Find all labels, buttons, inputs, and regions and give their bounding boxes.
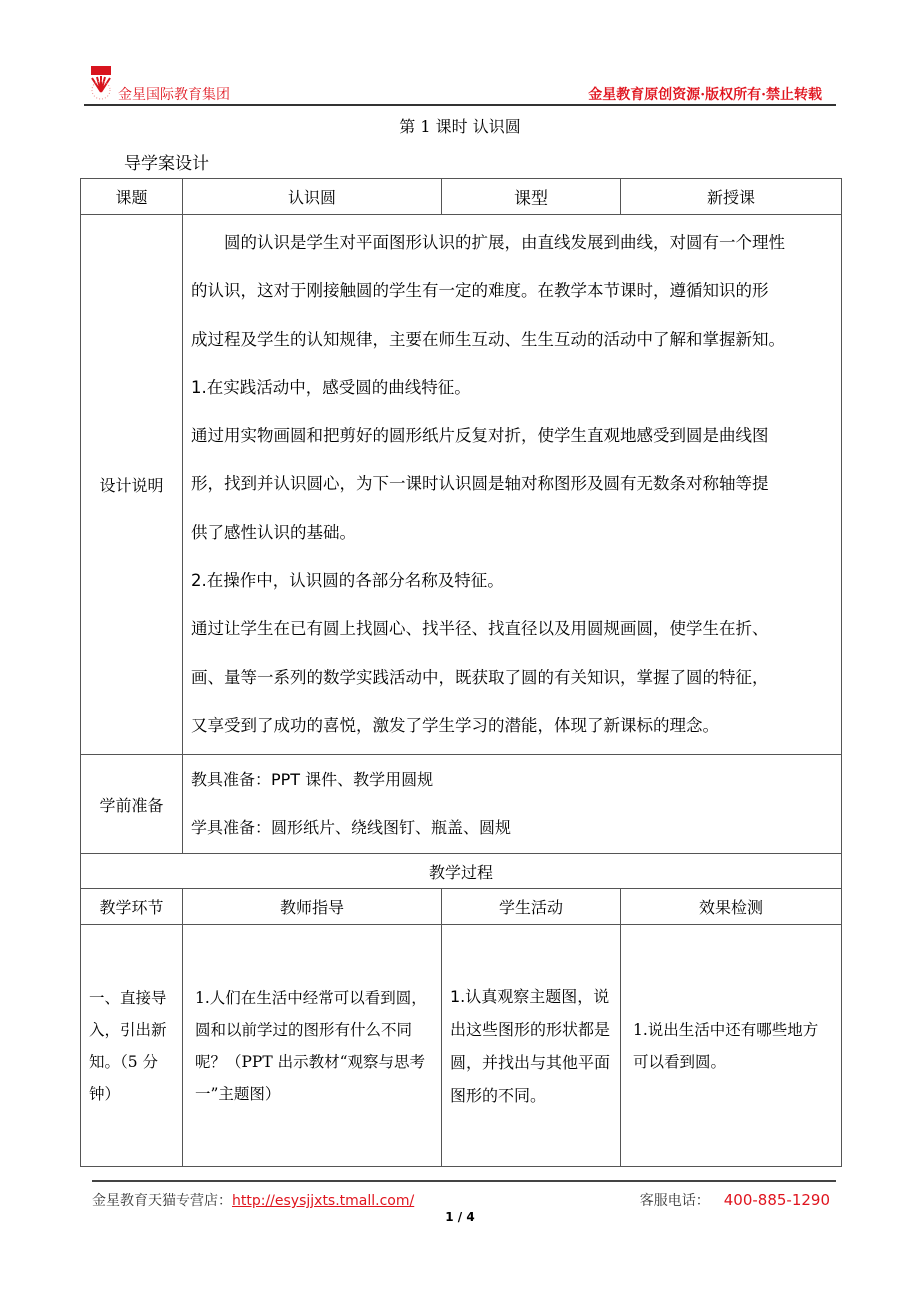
section-subtitle: 导学案设计	[124, 154, 209, 174]
shop-link[interactable]: http://esysjjxts.tmall.com/	[232, 1193, 415, 1209]
prep-content	[183, 755, 842, 854]
footer-shop	[92, 1190, 414, 1210]
text-line: 供了感性认识的基础。	[191, 522, 356, 542]
design-label: 设计说明	[81, 215, 183, 755]
phone-number: 400-885-1290	[723, 1191, 830, 1209]
table-row	[81, 889, 842, 925]
page-number: 1 / 4	[445, 1210, 475, 1224]
page-title: 第 1 课时 认识圆	[399, 117, 521, 136]
stage-cell: 一、直接导入，引出新知。（5 分钟）	[81, 925, 183, 1167]
table-row	[81, 215, 842, 755]
shop-label: 金星教育天猫专营店：	[92, 1193, 232, 1209]
check-cell: 1.说出生活中还有哪些地方可以看到圆。	[621, 925, 842, 1167]
text-line: 成过程及学生的认知规律，主要在师生互动、生生互动的活动中了解和掌握新知。	[191, 329, 785, 349]
type-value: 新授课	[621, 179, 842, 215]
footer-divider	[92, 1180, 836, 1182]
header-org: 金星国际教育集团	[118, 87, 230, 103]
header-divider	[84, 104, 836, 106]
topic-label: 课题	[81, 179, 183, 215]
lesson-table	[80, 178, 842, 1167]
table-row	[81, 925, 842, 1167]
text-line: 通过用实物画圆和把剪好的圆形纸片反复对折，使学生直观地感受到圆是曲线图	[191, 426, 769, 446]
phone-label: 客服电话：	[639, 1193, 710, 1209]
table-row	[81, 755, 842, 854]
table-row	[81, 179, 842, 215]
table-row	[81, 854, 842, 889]
column-header: 教师指导	[183, 889, 442, 925]
column-header: 教学环节	[81, 889, 183, 925]
column-header: 学生活动	[442, 889, 621, 925]
text-line: 圆的认识是学生对平面图形认识的扩展，由直线发展到曲线，对圆有一个理性	[191, 233, 785, 252]
text-line: 的认识，这对于刚接触圆的学生有一定的难度。在教学本节课时，遵循知识的形	[191, 281, 769, 301]
header-notice: 金星教育原创资源·版权所有·禁止转载	[588, 87, 822, 103]
column-header: 效果检测	[621, 889, 842, 925]
logo-icon	[88, 66, 114, 100]
text-line: 通过让学生在已有圆上找圆心、找半径、找直径以及用圆规画圆，使学生在折、	[191, 619, 769, 639]
text-line: 教具准备：PPT 课件、教学用圆规	[191, 770, 434, 790]
text-line: 2.在操作中，认识圆的各部分名称及特征。	[191, 571, 504, 591]
student-cell: 1.认真观察主题图，说出这些图形的形状都是圆，并找出与其他平面图形的不同。	[442, 925, 621, 1167]
text-line: 1.在实践活动中，感受圆的曲线特征。	[191, 377, 471, 397]
topic-value: 认识圆	[183, 179, 442, 215]
teacher-cell: 1.人们在生活中经常可以看到圆，圆和以前学过的图形有什么不同呢？（PPT 出示教材“观察与思考一”主题图）	[183, 925, 442, 1167]
text-line: 学具准备：圆形纸片、绕线图钉、瓶盖、圆规	[191, 818, 512, 838]
footer-phone	[640, 1190, 830, 1210]
text-line: 画、量等一系列的数学实践活动中，既获取了圆的有关知识，掌握了圆的特征，	[191, 667, 769, 687]
text-line: 形，找到并认识圆心，为下一课时认识圆是轴对称图形及圆有无数条对称轴等提	[191, 474, 769, 494]
prep-label: 学前准备	[81, 755, 183, 854]
design-description	[183, 215, 842, 755]
process-title: 教学过程	[81, 854, 842, 889]
text-line: 又享受到了成功的喜悦，激发了学生学习的潜能，体现了新课标的理念。	[191, 715, 719, 735]
type-label: 课型	[442, 179, 621, 215]
